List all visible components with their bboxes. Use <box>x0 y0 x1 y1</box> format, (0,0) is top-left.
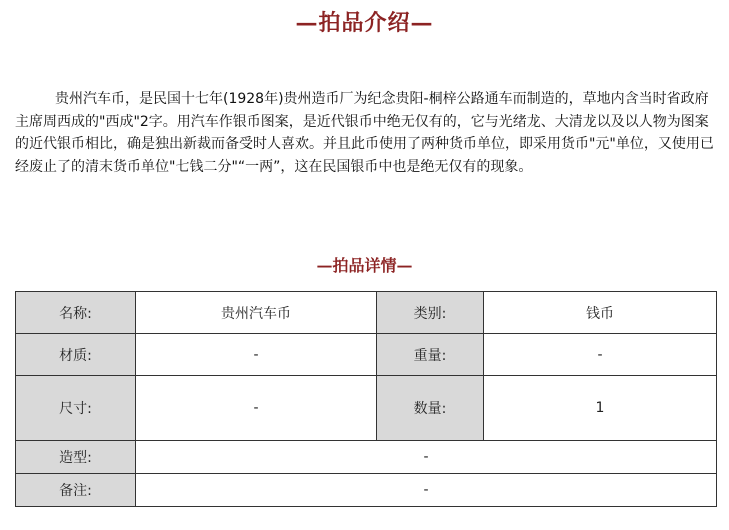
quantity-label: 数量: <box>377 376 484 441</box>
table-row <box>16 292 717 334</box>
name-label: 名称: <box>16 292 136 334</box>
weight-value: - <box>484 334 717 376</box>
size-label: 尺寸: <box>16 376 136 441</box>
intro-paragraph: 贵州汽车币，是民国十七年(1928年)贵州造币厂为纪念贵阳-桐梓公路通车而制造的，草地内含当时省政府主席周西成的"西成"2字。用汽车作银币图案，是近代银币中绝无仅有的，它与光绪龙、大清龙以及以人物为图案的近代银币相比，确是独出新裁而备受时人喜欢。并且此币使用了两种货币单位，即采用货币"元"单位，又使用已经废止了的清末货币单位"七钱二分"“一两”，这在民国银币中也是绝无仅有的现象。 <box>15 91 714 175</box>
remark-label: 备注: <box>16 474 136 507</box>
material-value: - <box>136 334 377 376</box>
details-section-title: —拍品详情— <box>316 256 413 275</box>
category-value: 钱币 <box>484 292 717 334</box>
name-value: 贵州汽车币 <box>136 292 377 334</box>
weight-label: 重量: <box>377 334 484 376</box>
shape-label: 造型: <box>16 441 136 474</box>
size-value: - <box>136 376 377 441</box>
table-row <box>16 376 717 441</box>
remark-value: - <box>136 474 717 507</box>
table-row <box>16 334 717 376</box>
table-row <box>16 441 717 474</box>
details-table <box>15 291 717 507</box>
category-label: 类别: <box>377 292 484 334</box>
material-label: 材质: <box>16 334 136 376</box>
table-row <box>16 474 717 507</box>
shape-value: - <box>136 441 717 474</box>
quantity-value: 1 <box>484 376 717 441</box>
intro-section-title: —拍品介绍— <box>295 10 434 36</box>
